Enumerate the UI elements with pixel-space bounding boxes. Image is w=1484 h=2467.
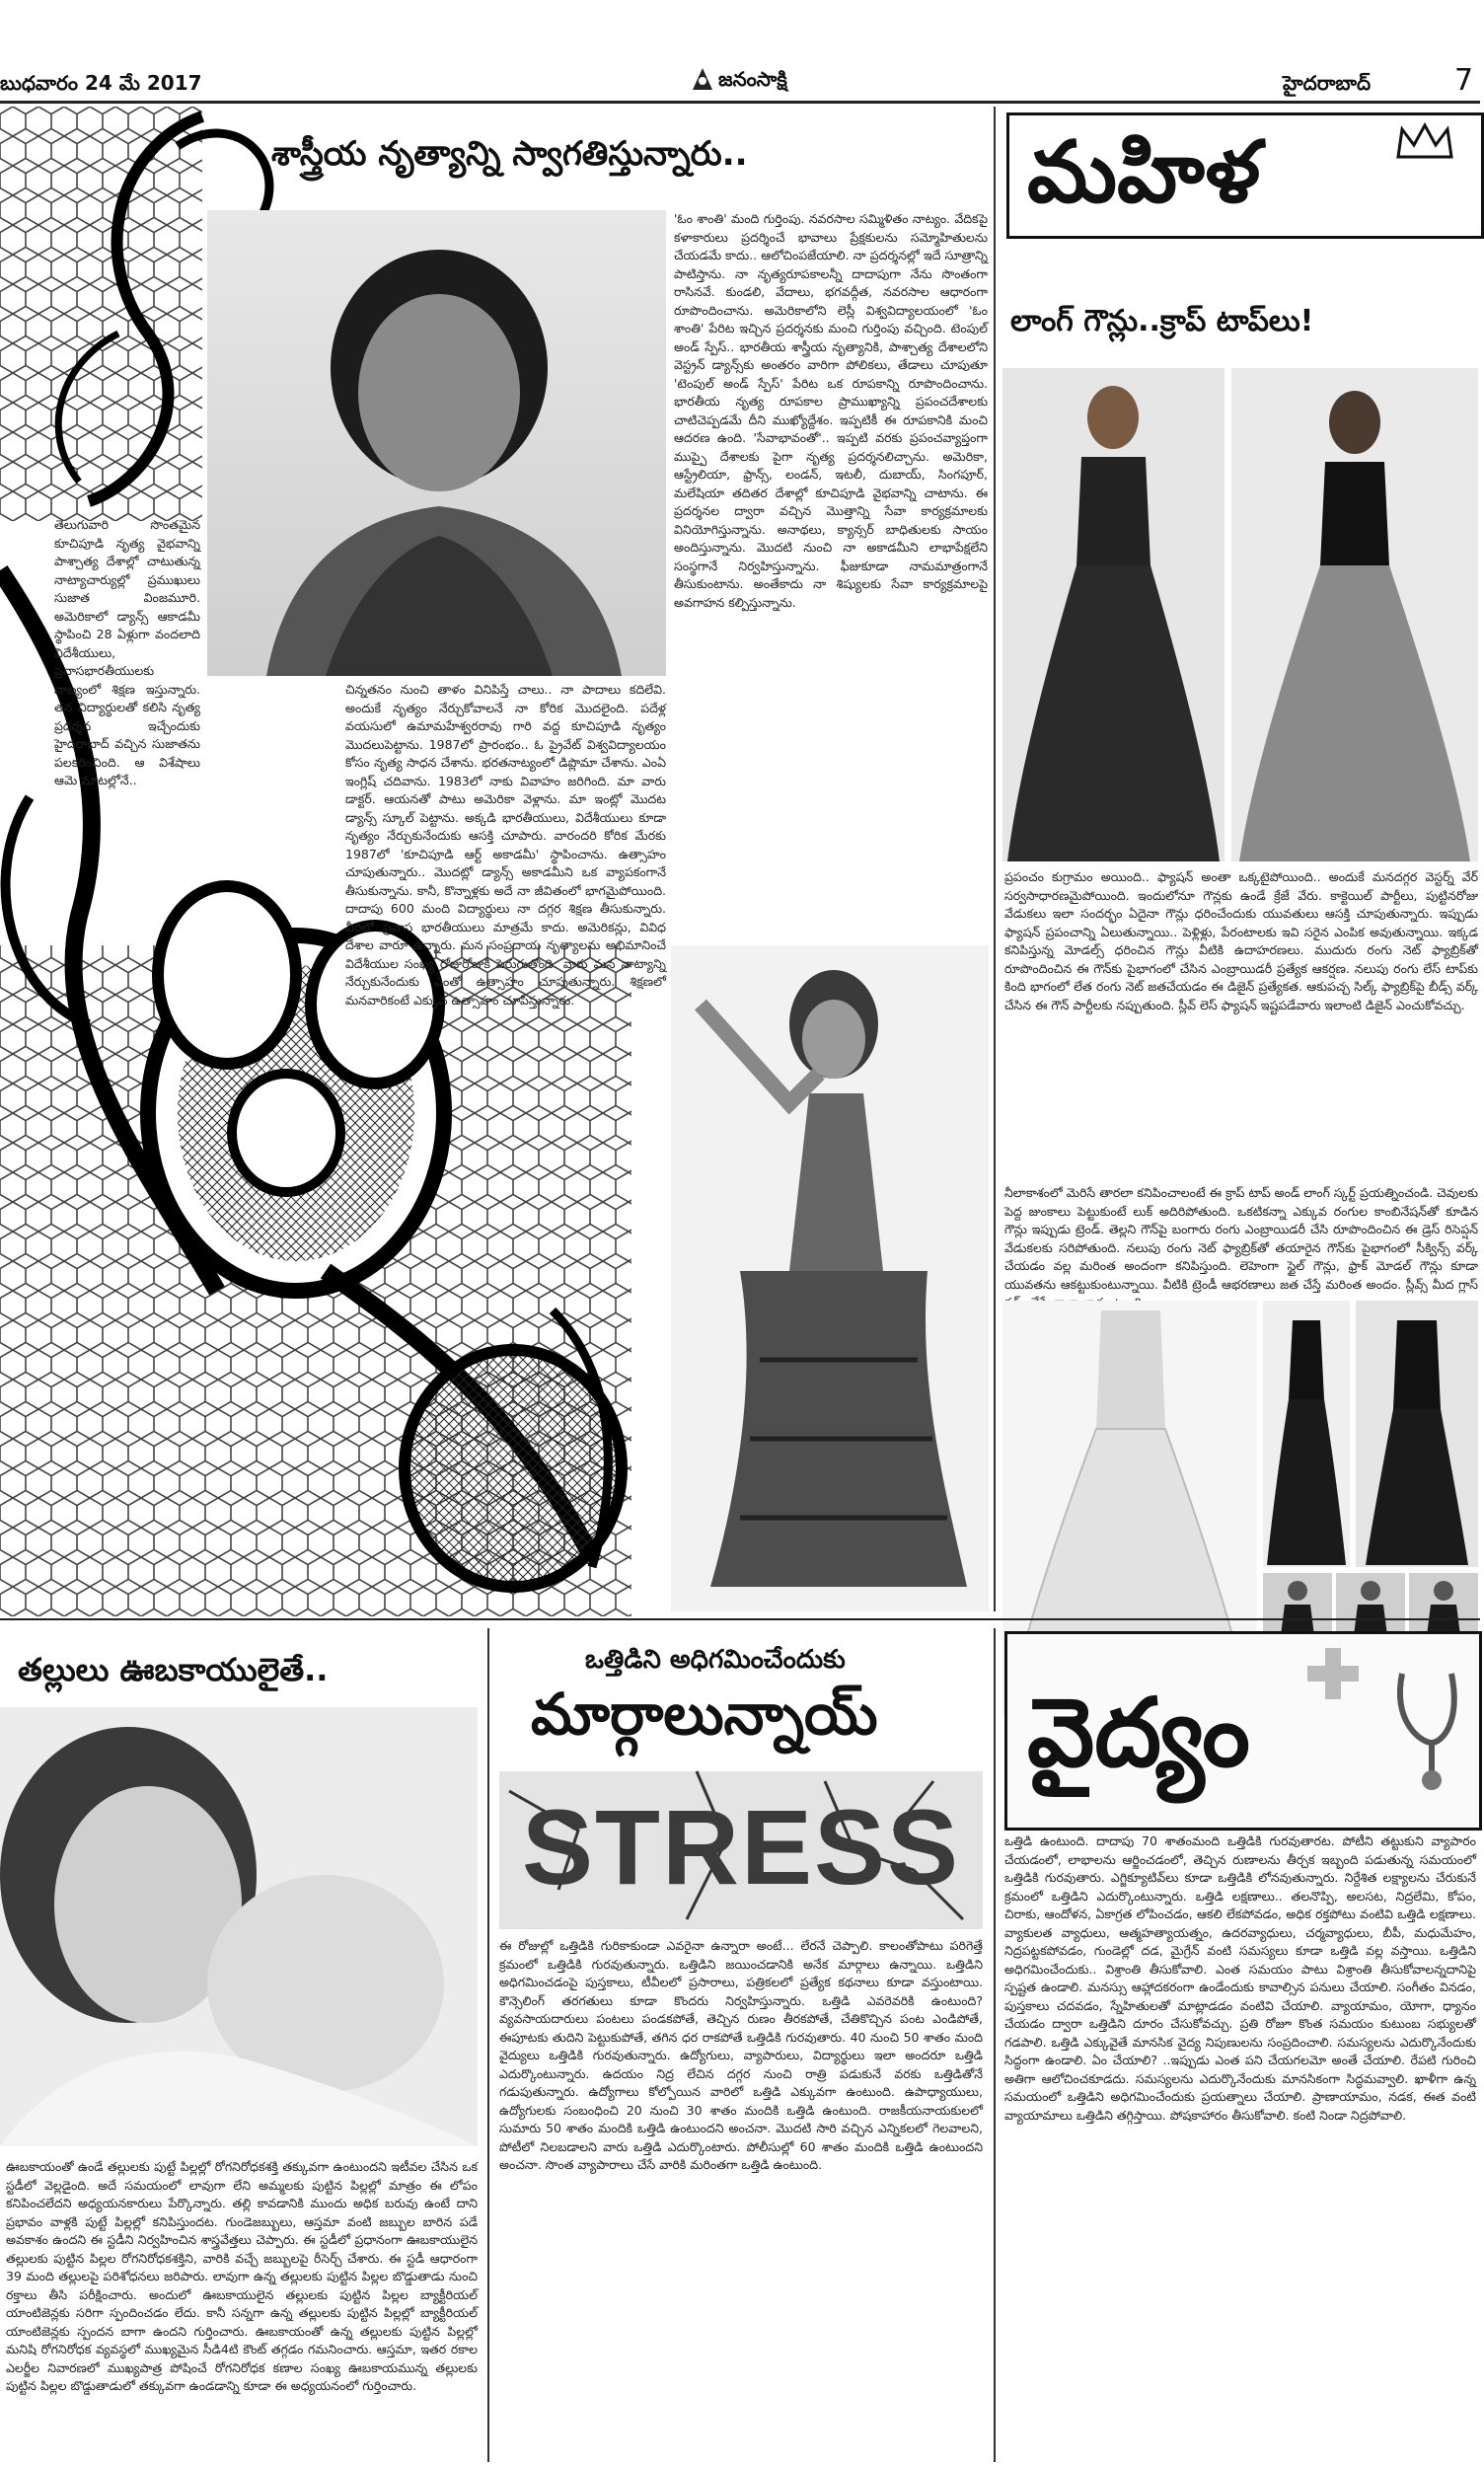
gown-figure-1-graphic [1002,368,1224,861]
masthead-rule [0,101,1480,104]
stethoscope-icon [1382,1664,1471,1792]
page-number: 7 [1454,63,1474,98]
mother-baby-photo [0,1707,478,2146]
dance-teacher-photo [207,210,666,676]
gown-figure-2-graphic [1231,368,1478,861]
vaidyam-banner [1004,1631,1482,1831]
mothers-body-text: ఊబకాయంతో ఉండే తల్లులకు పుట్టే పిల్లల్లో రోగనిరోధకశక్తి తక్కువగా ఉంటుందని ఇటీవల చేసిన ఒక స్టడీలో వెల్లడైంది. అదే సమయంలో లావుగా లేని అమ్మలకు పుట్టిన పిల్లల్లో మాత్రం ఈ లోపం కనిపించలేదని అధ్యయనకారులు పేర్కొన్నారు. తల్లి కావడానికి ముందు అధిక బరువు ఉంటే దాని ప్రభావం వాళ్లకి పుట్టే పిల్లల్లో కనిపిస్తుందట. గుండెజబ్బులు, ఆస్తమా వంటి జబ్బుల బారిన పడే అవకాశం ఉందని ఈ స్టడీని నిర్వహించిన శాస్త్రవేత్తలు చెప్పారు. ఈ స్టడీలో ప్రధానంగా ఊబకాయులైన తల్లులకు పుట్టిన పిల్లల రోగనిరోధకశక్తిని, వారికి వచ్చే జబ్బులపై రీసెర్చ్ చేశారు. ఈ స్టడీ ఆధారంగా 39 మంది తల్లులపై పరిశోధనలు జరిపారు. లావుగా ఉన్న తల్లులకు పుట్టిన పిల్లల బొడ్డుతాడు నుంచి రక్తాలు తీసి పరీక్షించారు. అందులో ఊబకాయులైన తల్లులకు పుట్టిన పిల్లల బ్యాక్టీరియల్ యాంటిజెన్లకు సరిగా స్పందించడం లేదు. కానీ సన్నగా ఉన్న తల్లులకు పుట్టిన పిల్లల్లో బ్యాక్టీరియల్ యాంటిజెన్లకు స్పందన బాగా ఉందని గుర్తించారు. ఊబకాయంతో ఉన్న తల్లులకు పుట్టిన పిల్లల్లో మనిషి రోగనిరోధక వ్యవస్థలో ముఖ్యమైన సీడి4టి కౌంట్ తగ్గడం గమనించారు. ఆస్తమా, ఇతర రకాల ఎలర్జీల నివారణలో ముఖ్యపాత్ర పోషించే రోగనిరోధక కణాల సంఖ్య ఊబకాయమున్న తల్లులకు పుట్టిన పిల్లల బొడ్డుతాడులో తక్కువగా ఉండడాన్ని కూడా ఈ అధ్యయనంలో గుర్తించారు. [6,2159,478,2393]
vaidyam-banner-title: వైద్యం [1027,1677,1250,1788]
city-name: హైదరాబాద్ [1283,71,1372,95]
stress-body-text: ఈ రోజుల్లో ఒత్తిడికి గురికాకుండా ఎవరైనా ఉన్నారా అంటే... లేరనే చెప్పాలి. కాలంతోపాటు పరిగెత్తే క్రమంలో ఒత్తిడికి గురవుతున్నారు. ఒత్తిడిని జయించడానికి అనేక మార్గాలు ఉన్నాయి. ఒత్తిడిని అధిగమించడంపై పుస్తకాలు, టీవీలలో ప్రసారాలు, పత్రికలలో ప్రత్యేక కథనాలు కూడా వస్తుంటాయి. కౌన్సెలింగ్ తరగతులు కూడా కొందరు నిర్వహిస్తున్నారు. ఒత్తిడి ఎవరెవరికి ఉంటుంది? వ్యవసాయదారులు పంటలు పండకపోతే, తెచ్చిన రుణం తీరకపోతే, చేతికొచ్చిన పంట ఎండిపోతే, ఈపూటకు తుదిని పెట్టుకుపోతే, తగిన ధర రాకపోతే ఒత్తిడికి గురవుతారు. 40 నుంచి 50 శాతం మంది వైద్యులు ఒత్తిడికి గురవుతున్నారు. ఉద్యోగులు, వ్యాపారులు, విద్యార్థులు ఇలా అందరూ ఒత్తిడి ఎదుర్కొంటున్నారు. ఉదయం నిద్ర లేచిన దగ్గర నుంచి రాత్రి పడుకునే వరకు ఒత్తిడితోనే గడుపుతున్నారు. ఉద్యోగాలు కోల్పోయిన వారిలో ఒత్తిడి ఎక్కువగా ఉంటుంది. ఉపాధ్యాయులు, ఉద్యోగులకు సంబంధించి 20 నుంచి 30 శాతం మందికి ఒత్తిడి ఉంటుంది. రాజకీయనాయకులలో సుమారు 50 శాతం మందికి ఒత్తిడి ఉంటుందని అంచనా. మొదటి సారి వచ్చిన ఎన్నికలలో గెలవాలని, పోటీలో నిలబడాలని వారు ఒత్తిడి ఎదుర్కొంటారు. పోలీసుల్లో 60 శాతం మందికి ఒత్తిడి ఉంటుందని అంచనా. సొంత వ్యాపారాలు చేసే వారికి మరింతగా ఒత్తిడి ఉంటుంది. [499,1938,983,2172]
mahila-banner [1006,112,1484,239]
mother-baby-graphic [0,1707,478,2146]
masthead [0,0,1480,103]
dancer-photo [671,945,989,1611]
paper-title: జనంసాక్షి [718,67,787,91]
gown-photo-black-1 [1263,1301,1350,1567]
mahila-body-2 [1004,1184,1478,1298]
dance-col-1 [54,516,200,787]
black-gown-1-graphic [1263,1301,1350,1567]
mahila-body-1 [1004,868,1478,1179]
stress-headline: మార్గాలున్నాయ్ [531,1681,878,1748]
gown-photo-2 [1231,368,1478,861]
dance-article [0,107,992,1616]
mothers-article [0,1623,482,2467]
mothers-headline: తల్లులు ఊబకాయులైతే.. [18,1651,329,1688]
vaidyam-section [999,1623,1480,2467]
dance-col-3 [674,210,988,940]
column-divider-top [994,107,996,1611]
stress-body [499,1937,983,2462]
stress-kicker: ఒత్తిడిని అధిగమించేందుకు [585,1645,846,1675]
dance-col-3-text: 'ఓం శాంతి' మంది గుర్తింపు. నవరసాల సమ్మిళితం నాట్యం. వేదికపై కళాకారులు ప్రదర్శించే భావాలు ప్రేక్షకులను సమ్మోహితులను చేయడమే కాదు.. ఆలోచింపజేయాలి. నా ప్రదర్శనల్లో ఇదే సూత్రాన్ని పాటిస్తాను. నా నృత్యరూపకాలన్నీ దాదాపుగా నేను సొంతంగా రాసినవే. కుండలి, వేదాలు, భగవద్గీత, నవరసాల ఆధారంగా రూపొందించాను. అమెరికాలోని లెస్లీ విశ్వవిద్యాలయంలో 'ఓం శాంతి' పేరిట ఇచ్చిన ప్రదర్శనకు మంచి గుర్తింపు వచ్చింది. టెంపుల్ అండ్ స్పేస్.. భారతీయ శాస్త్రీయ నృత్యానికి, పాశ్చాత్య దేశాలలోని వెస్ట్రన్ డ్యాన్స్‌కు అంతరం వారిగా పోలికలు, తేడాలు చూపుతూ 'టెంపుల్ అండ్ స్పేస్' పేరిట ఒక రూపకాన్ని రూపొందించాను. భారతీయ నృత్య రూపకాల ప్రాముఖ్యాన్ని ప్రపంచదేశాలకు చాటిచెప్పడమే దీని ముఖ్యోద్దేశం. ఇప్పటికీ ఈ రూపకానికి మంచి ఆదరణ ఉంది. 'సేవాభావంతో'.. ఇప్పటి వరకు ప్రపంచవ్యాప్తంగా ముప్పై దేశాలకు పైగా నృత్య ప్రదర్శనలిచ్చాను. అమెరికా, ఆస్ట్రేలియా, ఫ్రాన్స్, లండన్, ఇటలీ, దుబాయ్, సింగపూర్, మలేషియా తదితర దేశాల్లో కూచిపూడి వైభవాన్ని చాటాను. ఈ ప్రదర్శనల ద్వారా వచ్చిన మొత్తాన్ని సేవా కార్యక్రమాలకు వినియోగిస్తున్నాను. అనాథలు, క్యాన్సర్ బాధితులకు సాయం అందిస్తున్నాను. మొదటి నుంచి నా అకాడమీని లాభాపేక్షలేని సంస్థగానే నిర్వహిస్తున్నాను. ఫీజుకూడా నామమాత్రంగానే తీసుకుంటాను. అంతేకాదు నా శిష్యులకు సేవా కార్యక్రమాలపై అవగాహన కల్పిస్తున్నాను. [674,211,988,610]
dance-col-2-text: చిన్నతనం నుంచి తాళం వినిపిస్తే చాలు.. నా పాదాలు కదిలేవి. అందుకే నృత్యం నేర్చుకోవాలనే నా కోరిక మొదలైంది. పదేళ్ల వయసులో ఉమామహేశ్వరరావు గారి వద్ద కూచిపూడి నృత్యం మొదలుపెట్టాను. 1987లో ప్రారంభం.. ఓ ప్రైవేట్ విశ్వవిద్యాలయం కోసం నృత్య సాధన చేశాను. భరతనాట్యంలో డిప్లొమా చేశాను. ఎంఏ ఇంగ్లిష్ చదివాను. 1983లో నాకు వివాహం జరిగింది. మా వారు డాక్టర్. ఆయనతో పాటు అమెరికా వెళ్లాను. మా ఇంట్లో మొదట డ్యాన్స్ స్కూల్ పెట్టాను. అక్కడి భారతీయులు, విదేశీయులు కూడా నృత్యం నేర్చుకునేందుకు ఆసక్తి చూపారు. వారందరి కోరిక మేరకు 1987లో 'కూచిపూడి ఆర్ట్ అకాడమీ' స్థాపించాను. ఉత్సాహం చూపుతున్నారు.. మొదట్లో డ్యాన్స్ అకాడమీని ఒక వ్యాపకంగానే తీసుకున్నాను. కానీ, కొన్నాళ్లకు అదే నా జీవితంలో భాగమైపోయింది. దాదాపు 600 మంది విద్యార్థులు నా దగ్గర శిక్షణ తీసుకున్నారు. వీరిలో ప్రవాస భారతీయులు మాత్రమే కాదు. అమెరికన్లు, వివిధ దేశాల వారూ ఉన్నారు. మన సంప్రదాయ నృత్యాలను అభిమానించే విదేశీయుల సంఖ్య రోజురోజుకీ పెరుగుతోంది. వారు మన నాట్యాన్ని నేర్చుకునేందుకు ఎంతో ఉత్సాహం చూపుతున్నారు. శిక్షణలో మనవారికంటే ఎక్కువ ఉత్సాహం చూపిస్తున్నారు. [345,682,666,1008]
black-gown-2-graphic [1356,1301,1478,1567]
dance-col-2 [345,681,666,1490]
issue-date: బుధవారం 24 మే 2017 [0,71,202,95]
medical-cross-icon [1303,1644,1363,1703]
dance-col-1-text: తెలుగువారి సొంతమైన కూచిపూడి నృత్య వైభవాన్ని పాశ్చాత్య దేశాల్లో చాటుతున్న నాట్యాచార్యుల్లో ప్రముఖులు సుజాత వింజమూరి. అమెరికాలో డ్యాన్స్ ఆకాడమీ స్థాపించి 28 ఏళ్లుగా వందలాది విదేశీయులు, ప్రవాసభారతీయులకు నాట్యంలో శిక్షణ ఇస్తున్నారు. తన విద్యార్థులతో కలిసి నృత్య ప్రదర్శన ఇచ్చేందుకు హైదరాబాద్ వచ్చిన సుజాతను పలకరించింది. ఆ విశేషాలు ఆమె మాటల్లోనే.. [54,517,200,787]
gown-photo-black-2 [1356,1301,1478,1567]
stress-image-word: STRESS [521,1787,961,1906]
paper-logo-icon [691,66,714,92]
stress-image [499,1771,983,1929]
stress-article [491,1623,990,2467]
mahila-body-1-text: ప్రపంచం కుగ్రామం అయింది.. ఫ్యాషన్ అంతా ఒక్కటైపోయింది.. అందుకే మనదగ్గర వెస్టర్న్ వేర్ సర్వసాధారణమైపోయింది. ఇందులోనూ గౌన్లకు ఉండే క్రేజే వేరు. కాక్టెయిల్ పార్టీలు, పుట్టినరోజు వేడుకలు ఇలా సందర్భం ఏదైనా గౌన్లు ధరించేందుకు యువతులు ఆసక్తి చూపుతున్నారు. ఇప్పుడు ఫ్యాషన్ ప్రపంచాన్ని ఏలుతున్నాయి.. పెళ్లిళ్లు, పేరంటాలకు ఇవి సరైన ఎంపిక అవుతున్నాయి. ఇక్కడ కనిపిస్తున్న మోడల్స్ ధరించిన గౌన్లు వీటికి ఉదాహరణలు. ముదురు రంగు నెట్ ఫ్యాబ్రిక్‌తో రూపొందించిన ఈ గౌన్‌కు పైభాగంలో చేసిన ఎంబ్రాయిడరీ ప్రత్యేక ఆకర్షణ. నలుపు రంగు లేస్ టాప్‌కు కింది భాగంలో లేత రంగు నెట్ జతచేయడం ఈ డిజైన్ ప్రత్యేకత. ఆకుపచ్చ సిల్క్ ఫ్యాబ్రిక్‌పై బీడ్స్ వర్క్ చేసిన ఈ గౌన్ పార్టీలకు నప్పుతుంది. స్లీవ్ లెస్ ఫ్యాషన్ ఇష్టపడేవారు ఇలాంటి డిజైన్ ఎంచుకోవచ్చు. [1004,869,1478,1012]
dance-headline: శాస్త్రీయ నృత్యాన్ని స్వాగతిస్తున్నారు.. [271,134,748,174]
dancer-figure-graphic [671,945,989,1611]
vaidyam-body [1004,1832,1476,2464]
crown-icon [1394,121,1455,161]
column-divider-bottom-1 [487,1628,489,2462]
vaidyam-body-text: ఒత్తిడి ఉంటుంది. దాదాపు 70 శాతంమంది ఒత్తిడికి గురవుతారట. పోటీని తట్టుకుని వ్యాపారం చేయడంలో, లాభాలను ఆర్జించడంలో, తెచ్చిన రుణాలను తీర్చక ఇబ్బంది పడుతున్న సమయంలో ఒత్తిడికి గురవుతారు. ఎగ్జిక్యూటివ్‌లు కూడా ఒత్తిడికి లోనవుతున్నారు. నిర్దేశిత లక్ష్యాలను చేరుకునే క్రమంలో ఒత్తిడిని ఎదుర్కొంటున్నారు. ఒత్తిడి లక్షణాలు.. తలనొప్పి, అలసట, నిద్రలేమి, కోపం, చిరాకు, ఆందోళన, ఏకాగ్రత లోపించడం, ఆకలి లేకపోవడం, అధిక రక్తపోటు వంటివి ఒత్తిడి లక్షణాలు. వ్యాకులత వ్యాధులు, ఆత్మహత్యాయత్నం, ఉదరవ్యాధులు, చర్మవ్యాధులు, బీపీ, మధుమేహం, నిద్రపట్టకపోవడం, గుండెల్లో దడ, మైగ్రేన్ వంటి సమస్యలు కూడా ఒత్తిడి వల్ల వస్తాయి. ఒత్తిడిని అధిగమించేందుకు.. విశ్రాంతి తీసుకోవాలి. ఎంత సమయం పాటు విశ్రాంతి తీసుకోవాలన్నదానిపై స్పష్టత ఉండాలి. మనస్సు ఆహ్లాదకరంగా ఉండేందుకు కావాల్సిన పనులు చేయాలి. సంగీతం వినడం, పుస్తకాలు చదవడం, స్నేహితులతో మాట్లాడడం వంటివి చేయాలి. వ్యాయామం, యోగా, ధ్యానం చేయడం ద్వారా ఒత్తిడిని దూరం చేసుకోవచ్చు. ప్రతి రోజూ కొంత సమయం కుటుంబ సభ్యులతో గడపాలి. ఒత్తిడి ఎక్కువైతే మానసిక వైద్య నిపుణులను సంప్రదించాలి. సమస్యలను ఎదుర్కొనేందుకు సిద్ధంగా ఉండాలి. ఏం చేయాలి? ..ఇప్పుడు ఎంత పని చేయగలమో అంతే చేయాలి. రేపటి గురించి అతిగా ఆలోచించకూడదు. సమస్యలను ఎదుర్కొనేందుకు మానసికంగా సిద్ధమవ్వాలి. ఖాళీగా ఉన్న సమయంలో ఒత్తిడిని అధిగమించేందుకు ప్రయత్నాలు చేయాలి. ప్రాణాయామం, నడక, ఈత వంటి వ్యాయామాలు ఒత్తిడిని తగ్గిస్తాయి. పోషకాహారం తీసుకోవాలి. కంటి నిండా నిద్రపోవాలి. [1004,1833,1476,2123]
mahila-banner-title: మహిళ [1027,122,1261,222]
gown-photo-1 [1002,368,1224,861]
mahila-headline: లాంగ్ గౌన్లు..క్రాప్ టాప్‌లు! [1010,304,1314,338]
mahila-section [999,107,1480,1616]
mothers-body [6,2158,478,2464]
teacher-portrait-graphic [207,210,666,676]
column-divider-bottom-2 [994,1628,996,2462]
paper-name [691,63,819,95]
section-rule [0,1618,1480,1620]
mahila-body-2-text: నీలాకాశంలో మెరిసే తారలా కనిపించాలంటే ఈ క్రాప్ టాప్ అండ్ లాంగ్ స్కర్ట్ ప్రయత్నించండి. చెవులకు పెద్ద జుంకాలు పెట్టుకుంటే లుక్ అదిరిపోతుంది. ఒకటికన్నా ఎక్కువ రంగుల కాంబినేషన్‌తో కూడిన గౌన్లు ఇప్పుడు ట్రెండ్. తెల్లని గౌన్‌పై బంగారు రంగు ఎంబ్రాయిడరీ చేసి రూపొందించిన ఈ డ్రెస్ రిసెప్షన్ వేడుకలకు సరిపోతుంది. నలుపు రంగు నెట్ ఫ్యాబ్రిక్‌తో తయారైన గౌన్‌కు పైభాగంలో సీక్విన్స్ వర్క్ చేయడం వల్ల మరింత అందంగా కనిపిస్తుంది. లెహెంగా స్టైల్ గౌన్లు, ఫ్రాక్ మోడల్ గౌన్లు కూడా యువతను ఆకట్టుకుంటున్నాయి. వీటికి ట్రెండీ ఆభరణాలు జత చేస్తే మరింత అందం. స్లీవ్స్ మీద గ్లాస్ [1004,1185,1478,1292]
